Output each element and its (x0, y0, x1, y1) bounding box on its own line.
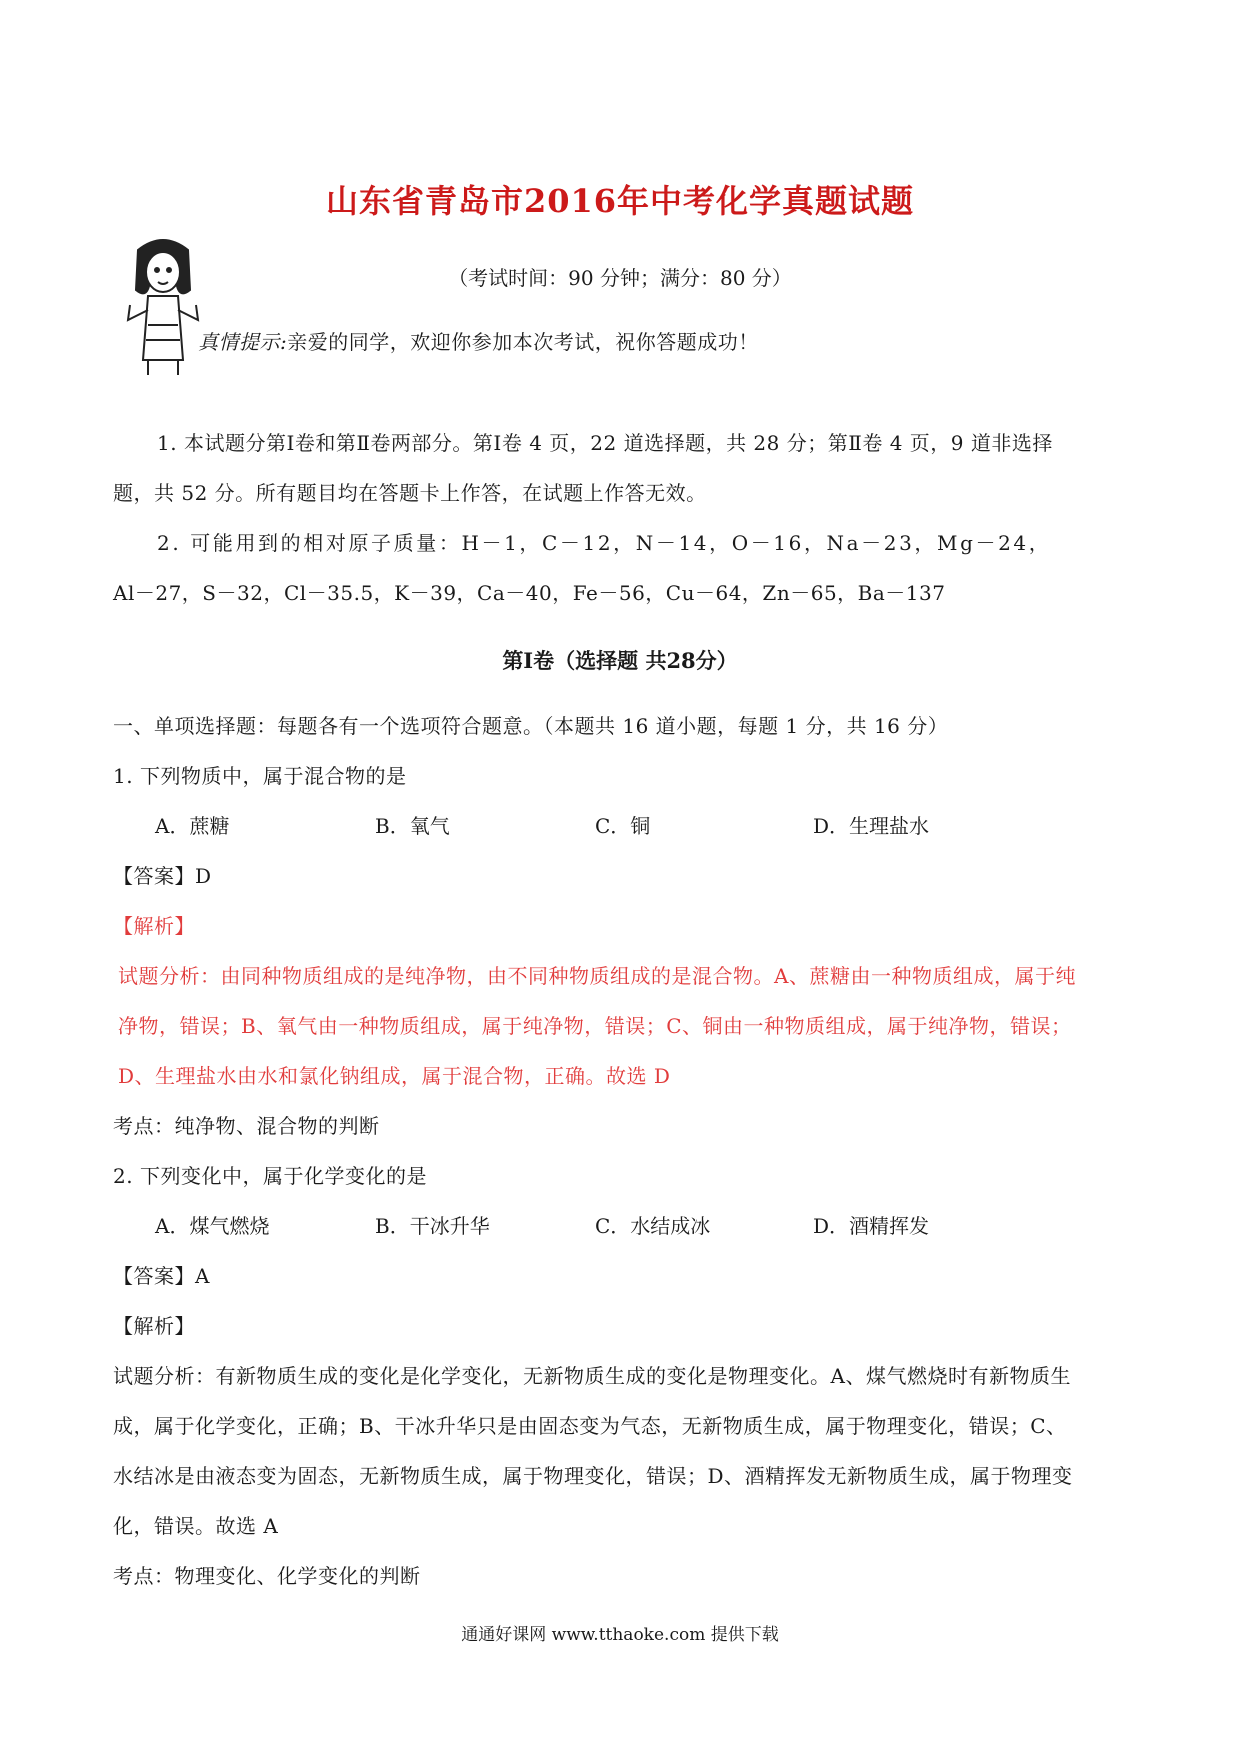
question-2-option-a: A．煤气燃烧 (155, 1214, 270, 1238)
question-1-analysis-line-3: D、生理盐水由水和氯化钠组成，属于混合物，正确。故选 D (118, 1064, 671, 1088)
cartoon-girl-icon (118, 230, 208, 380)
tip-text: 亲爱的同学，欢迎你参加本次考试，祝你答题成功！ (287, 330, 759, 354)
question-1-stem: 1. 下列物质中，属于混合物的是 (113, 764, 407, 788)
question-2-analysis-line-1: 试题分析：有新物质生成的变化是化学变化，无新物质生成的变化是物理变化。A、煤气燃烧时有新物质生 (113, 1364, 1071, 1388)
question-2-analysis-line-2: 成，属于化学变化，正确；B、干冰升华只是由固态变为气态，无新物质生成，属于物理变化，错误；C、 (113, 1414, 1067, 1438)
instruction-1-line-2: 题，共 52 分。所有题目均在答题卡上作答，在试题上作答无效。 (113, 481, 707, 505)
question-2-point: 考点：物理变化、化学变化的判断 (113, 1564, 421, 1588)
question-1-analysis-line-2: 净物，错误；B、氧气由一种物质组成，属于纯净物，错误；C、铜由一种物质组成，属于纯净物，错误； (118, 1014, 1072, 1038)
question-2-analysis-line-4: 化，错误。故选 A (113, 1514, 279, 1538)
instruction-2-line-1: 2. 可能用到的相对原子质量：H－1，C－12，N－14，O－16，Na－23，Mg－24， (157, 531, 1052, 555)
part-heading: 一、单项选择题：每题各有一个选项符合题意。（本题共 16 道小题，每题 1 分，共 16 分） (113, 714, 949, 738)
question-2-analysis-line-3: 水结冰是由液态变为固态，无新物质生成，属于物理变化，错误；D、酒精挥发无新物质生成，属于物理变 (113, 1464, 1073, 1488)
question-2-option-d: D．酒精挥发 (813, 1214, 930, 1238)
question-1-option-c: C．铜 (595, 814, 651, 838)
section-title: 第Ⅰ卷（选择题 共28分） (502, 648, 738, 673)
question-2-analysis-label: 【解析】 (113, 1314, 195, 1338)
question-1-option-b: B．氧气 (375, 814, 450, 838)
question-1-answer: 【答案】D (113, 864, 212, 888)
question-1-option-a: A．蔗糖 (155, 814, 230, 838)
footer-source: 通通好课网 www.tthaoke.com 提供下载 (461, 1625, 779, 1645)
instruction-1-line-1: 1. 本试题分第Ⅰ卷和第Ⅱ卷两部分。第Ⅰ卷 4 页，22 道选择题，共 28 分；第Ⅱ卷 4 页，9 道非选择 (157, 431, 1053, 455)
tip-label: 真情提示: (198, 330, 288, 354)
question-1-point: 考点：纯净物、混合物的判断 (113, 1114, 380, 1138)
tip-line (198, 326, 759, 355)
question-2-option-b: B．干冰升华 (375, 1214, 490, 1238)
page-title: 山东省青岛市2016年中考化学真题试题 (325, 182, 915, 220)
question-1-analysis-label: 【解析】 (113, 914, 195, 938)
question-2-stem: 2. 下列变化中，属于化学变化的是 (113, 1164, 427, 1188)
question-1-analysis-line-1: 试题分析：由同种物质组成的是纯净物，由不同种物质组成的是混合物。A、蔗糖由一种物质组成，属于纯 (118, 964, 1076, 988)
question-2-answer: 【答案】A (113, 1264, 210, 1288)
exam-info: （考试时间：90 分钟；满分：80 分） (448, 266, 792, 290)
question-1-option-d: D．生理盐水 (813, 814, 930, 838)
question-2-option-c: C．水结成冰 (595, 1214, 711, 1238)
instruction-2-line-2: Al－27，S－32，Cl－35.5，K－39，Ca－40，Fe－56，Cu－64，Zn－65，Ba－137 (113, 581, 946, 605)
